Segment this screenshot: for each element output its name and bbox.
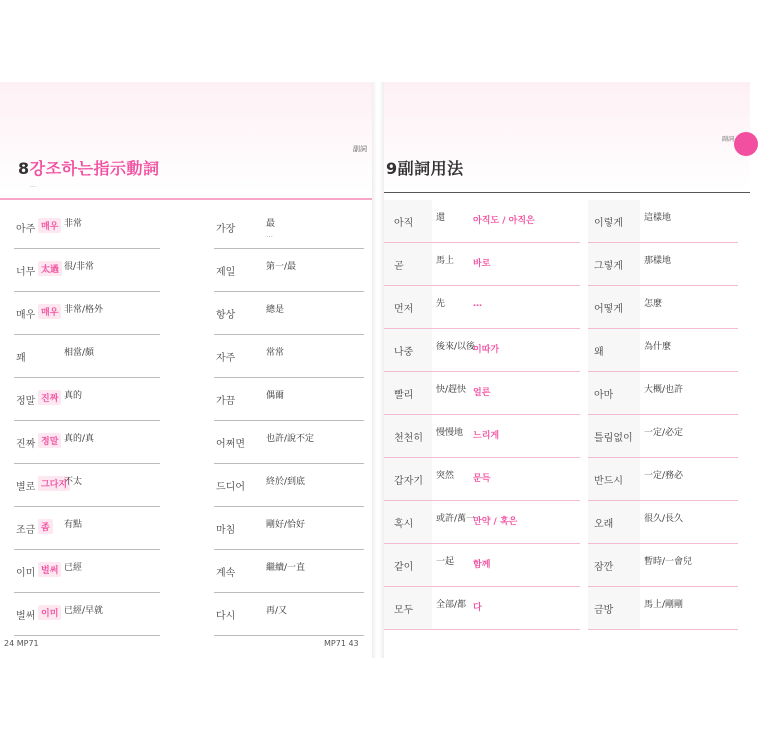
word-korean: 마침 (216, 525, 236, 536)
list-item (384, 200, 750, 243)
word-highlight: 좀 (38, 519, 53, 534)
word-meaning: 後來/以後 (436, 342, 476, 352)
chapter-tab (734, 132, 758, 156)
row-divider (214, 635, 364, 636)
right-word-list (384, 200, 750, 630)
word-highlight: 벌써 (38, 562, 61, 577)
korean-column-shade (384, 243, 432, 286)
word-meaning: 剛好/恰好 (266, 520, 306, 530)
word-meaning: 常常 (266, 348, 285, 358)
word-meaning: 大概/也許 (644, 385, 684, 395)
word-korean: 이렇게 (594, 218, 623, 229)
word-meaning: 為什麼 (644, 342, 672, 352)
word-meaning: 終於/到底 (266, 477, 306, 487)
word-meaning: 相當/頗 (64, 348, 95, 358)
word-related: 이따가 (473, 345, 500, 355)
left-page-title (18, 156, 159, 179)
word-meaning: 馬上/剛剛 (644, 600, 684, 610)
right-page-title (386, 156, 464, 179)
word-korean: 정말 (16, 396, 36, 407)
word-related: 문득 (473, 474, 491, 484)
word-meaning: 突然 (436, 471, 455, 481)
word-meaning: 一定/務必 (644, 471, 684, 481)
word-korean: 같이 (394, 562, 414, 573)
list-item (384, 415, 750, 458)
word-korean: 먼저 (394, 304, 414, 315)
word-korean: 이미 (16, 568, 36, 579)
word-korean: 갑자기 (394, 476, 423, 487)
word-meaning: 再/又 (266, 606, 288, 616)
word-korean: 별로 (16, 482, 36, 493)
word-korean: 왜 (594, 347, 604, 358)
word-meaning: 已經 (64, 563, 83, 573)
word-highlight: 매우 (38, 304, 61, 319)
header-rule (0, 198, 372, 200)
word-meaning: 這樣地 (644, 213, 672, 223)
page-number: 24 (4, 639, 15, 648)
left-page (0, 82, 372, 658)
list-item (0, 249, 372, 292)
word-related: … (473, 299, 482, 309)
word-meaning: 慢慢地 (436, 428, 464, 438)
word-korean: 자주 (216, 353, 236, 364)
word-meaning: 不太 (64, 477, 83, 487)
word-korean: 어쩌면 (216, 439, 245, 450)
word-related: 느리게 (473, 431, 500, 441)
word-korean: 벌써 (16, 611, 36, 622)
left-subtitle: ... (30, 182, 36, 189)
book-gutter (372, 82, 384, 658)
word-korean: 아마 (594, 390, 614, 401)
word-meaning: 全部/都 (436, 600, 467, 610)
title-main: 강조하는 (29, 159, 94, 178)
right-page (324, 82, 750, 658)
word-related: 얼른 (473, 388, 491, 398)
list-item (0, 464, 372, 507)
word-meaning: 最 (266, 219, 276, 229)
word-related: 바로 (473, 259, 491, 269)
word-meaning: 快/趕快 (436, 385, 467, 395)
word-highlight: 진짜 (38, 390, 61, 405)
word-korean: 나중 (394, 347, 414, 358)
word-meaning: 第一/最 (266, 262, 297, 272)
word-korean: 드디어 (216, 482, 245, 493)
title-main: 副詞用法 (397, 159, 464, 178)
word-related: 다 (473, 603, 482, 613)
list-item (0, 292, 372, 335)
word-korean: 그렇게 (594, 261, 623, 272)
list-item (384, 587, 750, 630)
row-divider (588, 629, 738, 630)
word-korean: 매우 (16, 310, 36, 321)
list-item (0, 378, 372, 421)
word-note: … (266, 231, 273, 239)
word-korean: 모두 (394, 605, 414, 616)
word-korean: 제일 (216, 267, 236, 278)
word-meaning: 總是 (266, 305, 285, 315)
word-korean: 다시 (216, 611, 236, 622)
word-korean: 금방 (594, 605, 614, 616)
list-item (384, 501, 750, 544)
word-meaning: 一起 (436, 557, 455, 567)
title-accent: 指示動詞 (93, 159, 160, 178)
page-number: 43 (348, 639, 359, 648)
word-meaning: 非常 (64, 219, 83, 229)
running-foot: MP71 (324, 639, 346, 648)
word-korean: 어떻게 (594, 304, 623, 315)
word-korean: 곧 (394, 261, 404, 272)
word-meaning: 馬上 (436, 256, 455, 266)
word-meaning: 非常/格外 (64, 305, 104, 315)
list-item (0, 421, 372, 464)
word-related: 아직도 / 아직은 (473, 216, 535, 226)
word-korean: 항상 (216, 310, 236, 321)
word-meaning: 已經/早就 (64, 606, 104, 616)
word-meaning: 有點 (64, 520, 83, 530)
word-meaning: 那樣地 (644, 256, 672, 266)
word-meaning: 繼續/一直 (266, 563, 306, 573)
word-meaning: 一定/必定 (644, 428, 684, 438)
list-item (0, 593, 372, 636)
word-korean: 가장 (216, 224, 236, 235)
word-highlight: 太過 (38, 261, 62, 276)
word-related: 만약 / 혹은 (473, 517, 518, 527)
word-korean: 혹시 (394, 519, 414, 530)
list-item (384, 286, 750, 329)
word-meaning: 也許/說不定 (266, 434, 315, 444)
word-korean: 반드시 (594, 476, 623, 487)
word-korean: 천천히 (394, 433, 423, 444)
word-meaning: 偶爾 (266, 391, 285, 401)
row-divider (384, 629, 580, 630)
chapter-tab-label: 副詞 (721, 136, 734, 143)
left-word-list (0, 206, 372, 636)
word-meaning: 真的 (64, 391, 83, 401)
side-label: 副詞 (353, 145, 367, 153)
word-korean: 진짜 (16, 439, 36, 450)
row-divider (14, 635, 160, 636)
left-folio (4, 639, 39, 648)
running-foot: MP71 (16, 639, 39, 648)
word-korean: 빨리 (394, 390, 414, 401)
word-meaning: 或許/萬一 (436, 514, 476, 524)
list-item (0, 550, 372, 593)
word-korean: 잠깐 (594, 562, 614, 573)
list-item (384, 458, 750, 501)
word-meaning: 怎麼 (644, 299, 663, 309)
list-item (0, 206, 372, 249)
list-item (0, 507, 372, 550)
word-korean: 아직 (394, 218, 414, 229)
word-related: 함께 (473, 560, 491, 570)
list-item (384, 243, 750, 286)
word-meaning: 先 (436, 299, 446, 309)
word-korean: 조금 (16, 525, 36, 536)
word-highlight: 정말 (38, 433, 61, 448)
word-meaning: 還 (436, 213, 446, 223)
list-item (384, 372, 750, 415)
word-korean: 틀림없이 (594, 433, 633, 444)
title-number: 9 (386, 159, 398, 178)
list-item (384, 329, 750, 372)
header-rule (384, 192, 750, 193)
right-folio (324, 639, 384, 648)
word-korean: 계속 (216, 568, 236, 579)
word-meaning: 很/非常 (64, 262, 95, 272)
word-korean: 꽤 (16, 353, 26, 364)
word-korean: 오래 (594, 519, 614, 530)
word-korean: 너무 (16, 267, 36, 278)
word-korean: 가끔 (216, 396, 236, 407)
list-item (384, 544, 750, 587)
word-meaning: 很久/長久 (644, 514, 684, 524)
list-item (0, 335, 372, 378)
word-korean: 아주 (16, 224, 36, 235)
word-meaning: 暫時/一會兒 (644, 557, 693, 567)
word-meaning: 真的/真 (64, 434, 95, 444)
book-spread (0, 82, 750, 658)
title-number: 8 (18, 159, 30, 178)
word-highlight: 그다지 (38, 476, 70, 491)
word-highlight: 매우 (38, 218, 61, 233)
word-highlight: 이미 (38, 605, 61, 620)
